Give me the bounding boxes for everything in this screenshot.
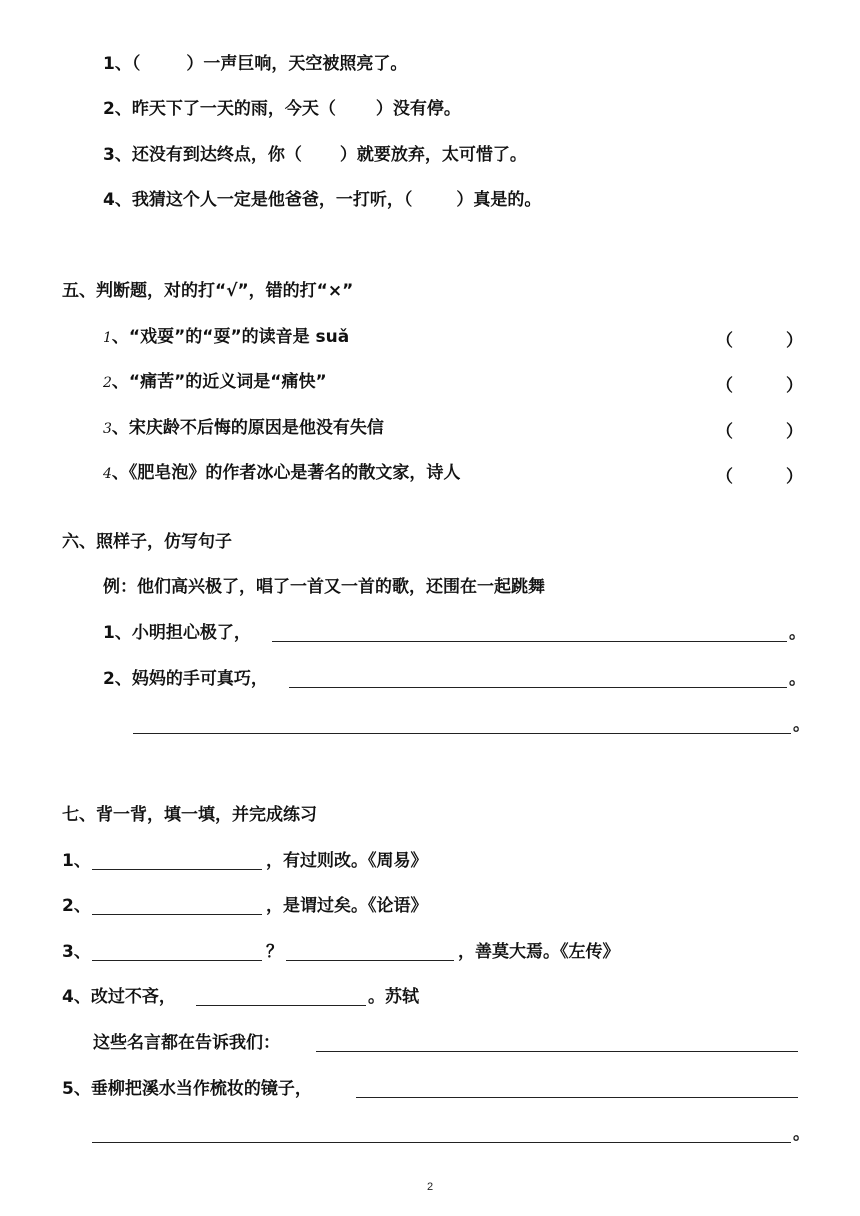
s7-q1-num: 1、 [62, 851, 91, 871]
s4-item-2: 2、昨天下了一天的雨，今天（ ）没有停。 [103, 99, 461, 119]
s7-summary-label: 这些名言都在告诉我们： [93, 1033, 280, 1053]
s7-summary-blank[interactable] [316, 1051, 798, 1052]
s6-item-2-end: 。 [789, 669, 806, 689]
section5-title: 五、判断题，对的打“√”，错的打“×” [62, 281, 354, 301]
s5-answer-3-close: ） [786, 422, 803, 442]
s7-q5-end: 。 [793, 1124, 810, 1144]
s5-item-1: 1、“戏耍”的“耍”的读音是 suǎ [103, 327, 350, 347]
s5-answer-3-open[interactable]: （ [716, 422, 733, 442]
s7-q5-pre: 5、垂柳把溪水当作梳妆的镜子， [62, 1079, 312, 1099]
section6-title: 六、照样子，仿写句子 [62, 532, 232, 552]
s7-q3-blank-a[interactable] [92, 960, 262, 961]
s6-item-1-end: 。 [789, 623, 806, 643]
s7-q3-mid: ？ [266, 942, 283, 962]
s5-item-2: 2、“痛苦”的近义词是“痛快” [103, 372, 327, 392]
s5-answer-4-close: ） [786, 467, 803, 487]
s6-item-1-blank[interactable] [272, 641, 787, 642]
s7-q3-blank-b[interactable] [286, 960, 454, 961]
s7-q2-text: ，是谓过矣。《论语》 [266, 896, 428, 916]
s5-answer-1-open[interactable]: （ [716, 331, 733, 351]
s5-answer-4-open[interactable]: （ [716, 467, 733, 487]
s7-q5-blank-a[interactable] [356, 1097, 798, 1098]
s7-q1-text: ，有过则改。《周易》 [266, 851, 428, 871]
section6-example: 例：他们高兴极了，唱了一首又一首的歌，还围在一起跳舞 [103, 577, 545, 597]
page-number: 2 [426, 1181, 434, 1193]
s5-answer-2-close: ） [786, 376, 803, 396]
s7-q2-blank[interactable] [92, 914, 262, 915]
s7-q4-blank[interactable] [196, 1005, 366, 1006]
s4-item-4: 4、我猜这个人一定是他爸爸，一打听，（ ）真是的。 [103, 190, 542, 210]
s7-q1-blank[interactable] [92, 869, 262, 870]
section7-title: 七、背一背，填一填，并完成练习 [62, 805, 317, 825]
s5-item-3: 3、宋庆龄不后悔的原因是他没有失信 [103, 418, 384, 438]
s7-q3-text: ，善莫大焉。《左传》 [458, 942, 620, 962]
s6-extra-blank[interactable] [133, 733, 791, 734]
s5-item-4: 4、《肥皂泡》的作者冰心是著名的散文家，诗人 [103, 463, 461, 483]
s6-item-2-prefix: 2、妈妈的手可真巧， [103, 669, 268, 689]
s6-item-2-blank[interactable] [289, 687, 787, 688]
s7-q3-num: 3、 [62, 942, 91, 962]
s6-item-1-prefix: 1、小明担心极了， [103, 623, 251, 643]
s7-q4-pre: 4、改过不吝， [62, 987, 176, 1007]
s5-answer-2-open[interactable]: （ [716, 376, 733, 396]
s6-extra-end: 。 [793, 715, 810, 735]
s4-item-3: 3、还没有到达终点，你（ ）就要放弃，太可惜了。 [103, 145, 527, 165]
s7-q2-num: 2、 [62, 896, 91, 916]
s7-q4-post: 。苏轼 [368, 987, 419, 1007]
s5-answer-1-close: ） [786, 331, 803, 351]
s4-item-1: 1、（ ）一声巨响，天空被照亮了。 [103, 54, 408, 74]
s7-q5-blank-b[interactable] [92, 1142, 791, 1143]
